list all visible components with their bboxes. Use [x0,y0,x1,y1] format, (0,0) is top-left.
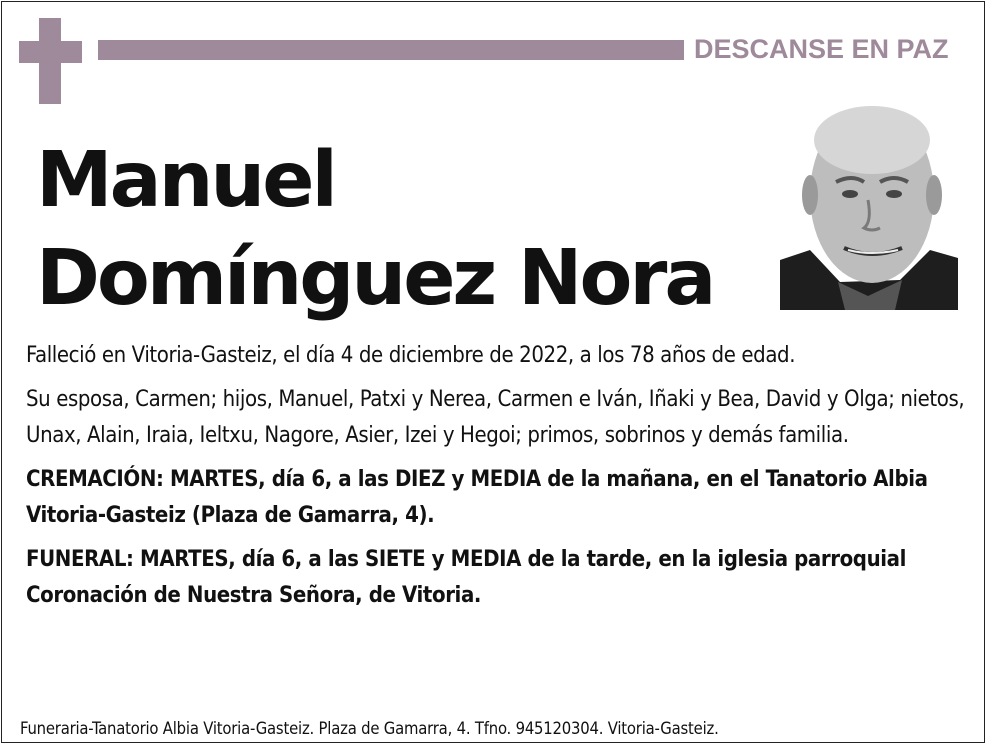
obituary-notice [1,1,985,743]
name-line-1: Manuel [36,136,335,225]
cross-icon-horizontal [19,41,82,63]
funeral-home-footer: Funeraria-Tanatorio Albia Vitoria-Gasteiz. Plaza de Gamarra, 4. Tfno. 945120304. Vitoria-Gasteiz. [20,719,719,738]
header-band [98,40,684,60]
death-notice-text: Falleció en Vitoria-Gasteiz, el día 4 de diciembre de 2022, a los 78 años de edad. [26,343,796,368]
cremation-text: CREMACIÓN: MARTES, día 6, a las DIEZ y MEDIA de la mañana, en el Tanatorio Albia Vitoria-Gasteiz (Plaza de Gamarra, 4). [26,467,928,528]
family-text: Su esposa, Carmen; hijos, Manuel, Patxi y Nerea, Carmen e Iván, Iñaki y Bea, David y Olga; nietos, Unax, Alain, Iraia, Ieltxu, Nagore, Asier, Izei y Hegoi; primos, sobrinos y demás familia. [26,387,965,448]
funeral-text: FUNERAL: MARTES, día 6, a las SIETE y MEDIA de la tarde, en la iglesia parroquial Coronación de Nuestra Señora, de Vitoria. [26,547,906,608]
header-title: DESCANSE EN PAZ [694,34,949,64]
deceased-name [36,132,713,328]
portrait-photo [780,100,958,310]
name-line-2: Domínguez Nora [36,234,714,323]
portrait-photo-placeholder [780,100,958,310]
notice-body [26,338,966,622]
